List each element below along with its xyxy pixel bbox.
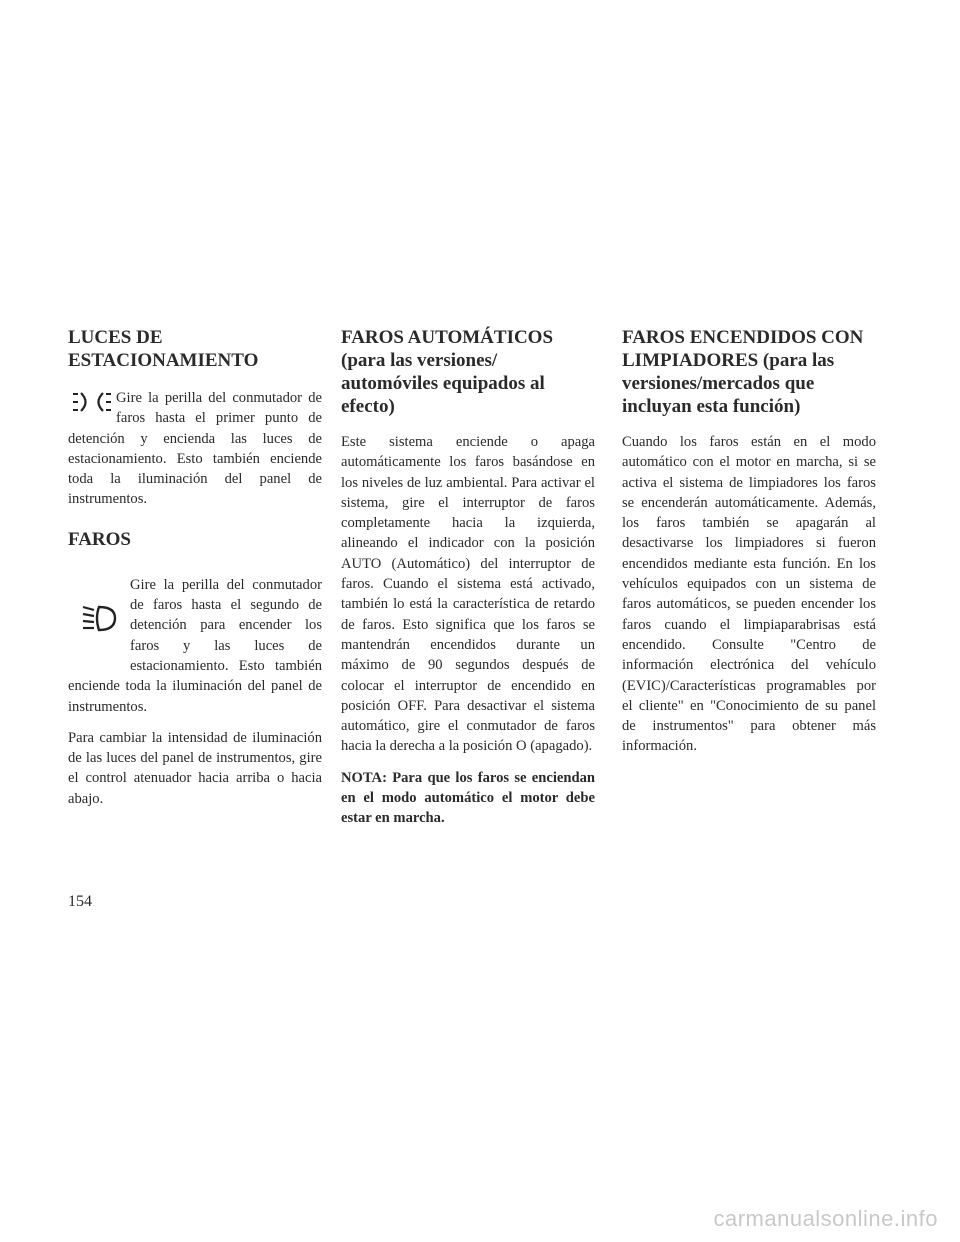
headlights-text: Gire la perilla del conmutador de faros hasta el segundo de detención para encender los faros y las luces de estacionamiento. Esto también enciende toda la iluminación del panel de instrumentos. [68, 576, 322, 715]
wiper-headlights-heading: FAROS ENCENDIDOS CON LIMPIADORES (para las versiones/mercados que incluyan esta función) [622, 327, 864, 417]
parking-lights-text: Gire la perilla del conmutador de faros hasta el primer punto de detención y encienda las luces de estacionamiento. Esto también enciende toda la iluminación del panel de instrumentos. [68, 390, 322, 508]
wiper-headlights-text: Cuando los faros están en el modo automático con el motor en marcha, si se activa el sistema de limpiadores los faros se encenderán automáticamente. Además, los faros también se apagarán al desactivarse los limpiadores si fueron encendidos mediante esta función. En los vehículos equipados con un sistema de faros automáticos, se pueden encender los faros cuando el limpiaparabrisas está encendido. Consulte "Centro de información electrónica del vehículo (EVIC)/Características programables por el cliente" en "Conocimiento de su panel de instrumentos" para obtener más información. [622, 434, 876, 755]
parking-lights-icon [68, 388, 116, 428]
column-left [68, 326, 322, 820]
page-number: 154 [68, 893, 92, 910]
headlight-icon [68, 579, 130, 657]
auto-headlights-heading: FAROS AUTOMÁTICOS (para las versiones/ automóviles equipados al efecto) [341, 327, 554, 417]
column-right [622, 326, 876, 768]
dimmer-text: Para cambiar la intensidad de iluminación de las luces del panel de instrumentos, gire el control atenuador hacia arriba o hacia abajo. [68, 729, 322, 807]
watermark: carmanualsonline.info [713, 1206, 938, 1231]
auto-headlights-text: Este sistema enciende o apaga automáticamente los faros basándose en los niveles de luz ambiental. Para activar el sistema, gire el interruptor de faros completamente hacia la izquierda, alineando el indicador con la posición AUTO (Automático) del interruptor de faros. Cuando el sistema está activado, también lo está la característica de retardo de faros. Esto significa que los faros se mantendrán encendidos durante un máximo de 90 segundos después de colocar el interruptor de encendido en posición OFF. Para desactivar el sistema automático, gire el conmutador de faros hacia la derecha a la posición O (apagado). [341, 434, 595, 755]
auto-headlights-note: NOTA: Para que los faros se enciendan en el modo automático el motor debe estar en marcha. [341, 769, 595, 827]
parking-lights-heading: LUCES DE ESTACIONAMIENTO [68, 327, 259, 371]
column-middle [341, 326, 595, 840]
headlights-heading: FAROS [68, 528, 131, 550]
